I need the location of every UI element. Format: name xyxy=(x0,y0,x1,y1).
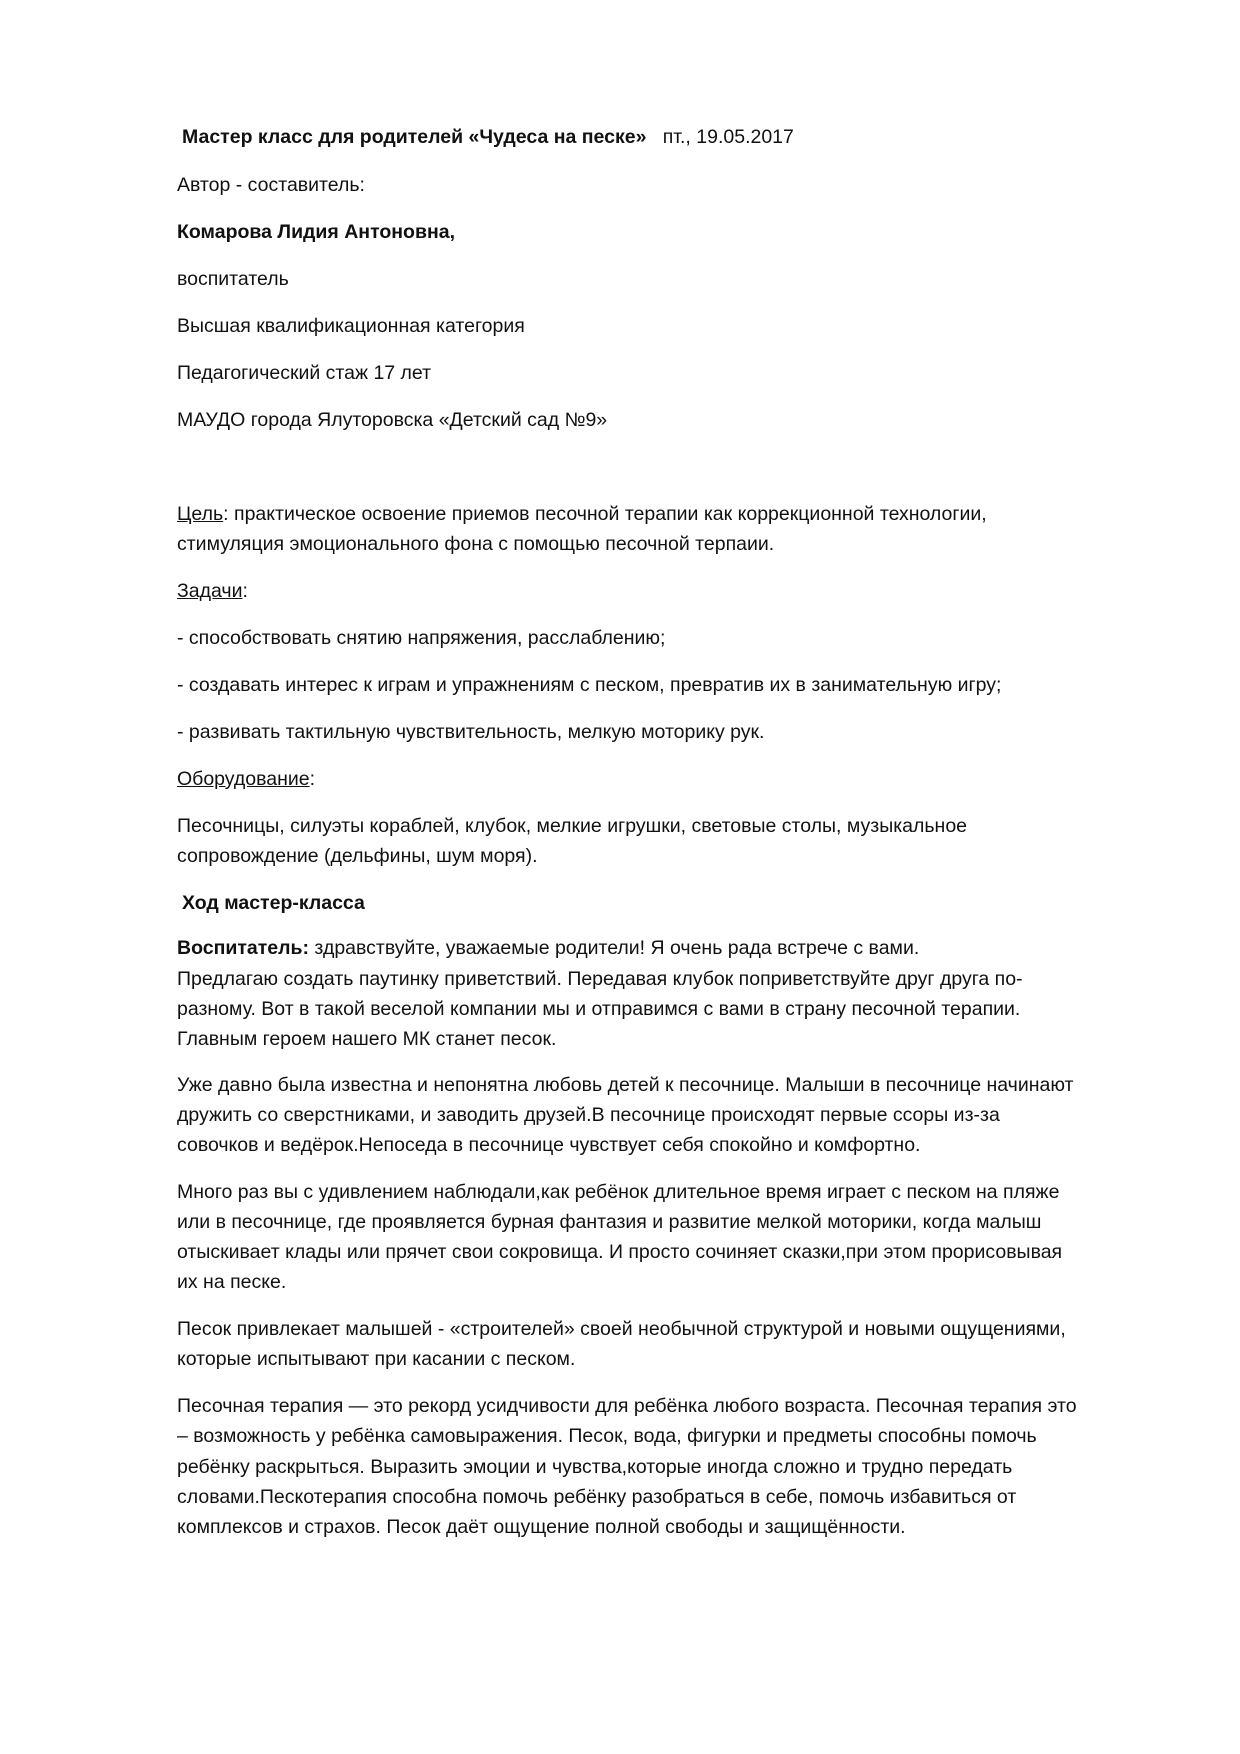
paragraph-line: совочков и ведёрок.Непоседа в песочнице чувствует себя спокойно и комфортно. xyxy=(177,1134,921,1156)
goal-text: : практическое освоение приемов песочной терапии как коррекционной технологии, xyxy=(223,503,987,525)
paragraph-line: отыскивает клады или прячет свои сокровища. И просто сочиняет сказки,при этом прорисовывая xyxy=(177,1241,1063,1263)
task-item: - способствовать снятию напряжения, расслаблению; xyxy=(177,627,666,649)
goal-line xyxy=(177,502,987,526)
tasks-label: Задачи xyxy=(177,580,243,602)
paragraph-line: Много раз вы с удивлением наблюдали,как ребёнок длительное время играет с песком на пляже xyxy=(177,1181,1060,1203)
paragraph-line: Уже давно была известна и непонятна любовь детей к песочнице. Малыши в песочнице начинают xyxy=(177,1074,1074,1096)
paragraph-line: ребёнку раскрыться. Выразить эмоции и чувства,которые иногда сложно и трудно передать xyxy=(177,1456,1013,1478)
paragraph-line: Предлагаю создать паутинку приветствий. Передавая клубок поприветствуйте друг друга по- xyxy=(177,968,1023,990)
goal-text: стимуляция эмоционального фона с помощью песочной терпаии. xyxy=(177,533,775,555)
goal-label: Цель xyxy=(177,503,224,525)
title-line xyxy=(182,125,794,149)
author-position: воспитатель xyxy=(177,268,289,290)
paragraph-line: словами.Пескотерапия способна помочь ребёнку разобраться в себе, помочь избавиться от xyxy=(177,1486,1017,1508)
paragraph-line: Песочная терапия — это рекорд усидчивости для ребёнка любого возраста. Песочная терапия это xyxy=(177,1395,1077,1417)
progress-heading: Ход мастер-класса xyxy=(182,892,365,914)
author-label: Автор - составитель: xyxy=(177,174,365,196)
paragraph-line xyxy=(177,936,919,960)
paragraph-line: – возможность у ребёнка самовыражения. Песок, вода, фигурки и предметы способны помочь xyxy=(177,1425,1037,1447)
speaker-label: Воспитатель: xyxy=(177,937,310,959)
paragraph-text: здравствуйте, уважаемые родители! Я очень рада встрече с вами. xyxy=(309,937,920,959)
paragraph-line: или в песочнице, где проявляется бурная фантазия и развитие мелкой моторики, когда малыш xyxy=(177,1211,1042,1233)
task-item: - развивать тактильную чувствительность, мелкую моторику рук. xyxy=(177,721,765,743)
author-experience: Педагогический стаж 17 лет xyxy=(177,362,432,384)
document-date: пт., 19.05.2017 xyxy=(662,126,794,148)
author-category: Высшая квалификационная категория xyxy=(177,315,525,337)
author-name: Комарова Лидия Антоновна, xyxy=(177,221,455,243)
equipment-text: сопровождение (дельфины, шум моря). xyxy=(177,845,538,867)
equipment-text: Песочницы, силуэты кораблей, клубок, мелкие игрушки, световые столы, музыкальное xyxy=(177,815,968,837)
paragraph-line: Главным героем нашего МК станет песок. xyxy=(177,1028,557,1050)
task-item: - создавать интерес к играм и упражнениям с песком, превратив их в занимательную игру; xyxy=(177,674,1002,696)
paragraph-line: комплексов и страхов. Песок даёт ощущение полной свободы и защищённости. xyxy=(177,1516,906,1538)
paragraph-line: Песок привлекает малышей - «строителей» своей необычной структурой и новыми ощущениями, xyxy=(177,1318,1066,1340)
paragraph-line: их на песке. xyxy=(177,1271,287,1293)
equipment-heading: Оборудование: xyxy=(177,768,316,790)
paragraph-line: разному. Вот в такой веселой компании мы и отправимся с вами в страну песочной терапии. xyxy=(177,998,1021,1020)
paragraph-line: которые испытывают при касании с песком. xyxy=(177,1348,576,1370)
equipment-label: Оборудование xyxy=(177,768,310,790)
paragraph-line: дружить со сверстниками, и заводить друзей.В песочнице происходят первые ссоры из-за xyxy=(177,1104,1000,1126)
author-organization: МАУДО города Ялуторовска «Детский сад №9» xyxy=(177,409,608,431)
document-title: Мастер класс для родителей «Чудеса на песке» xyxy=(182,126,647,148)
tasks-heading: Задачи: xyxy=(177,580,248,602)
